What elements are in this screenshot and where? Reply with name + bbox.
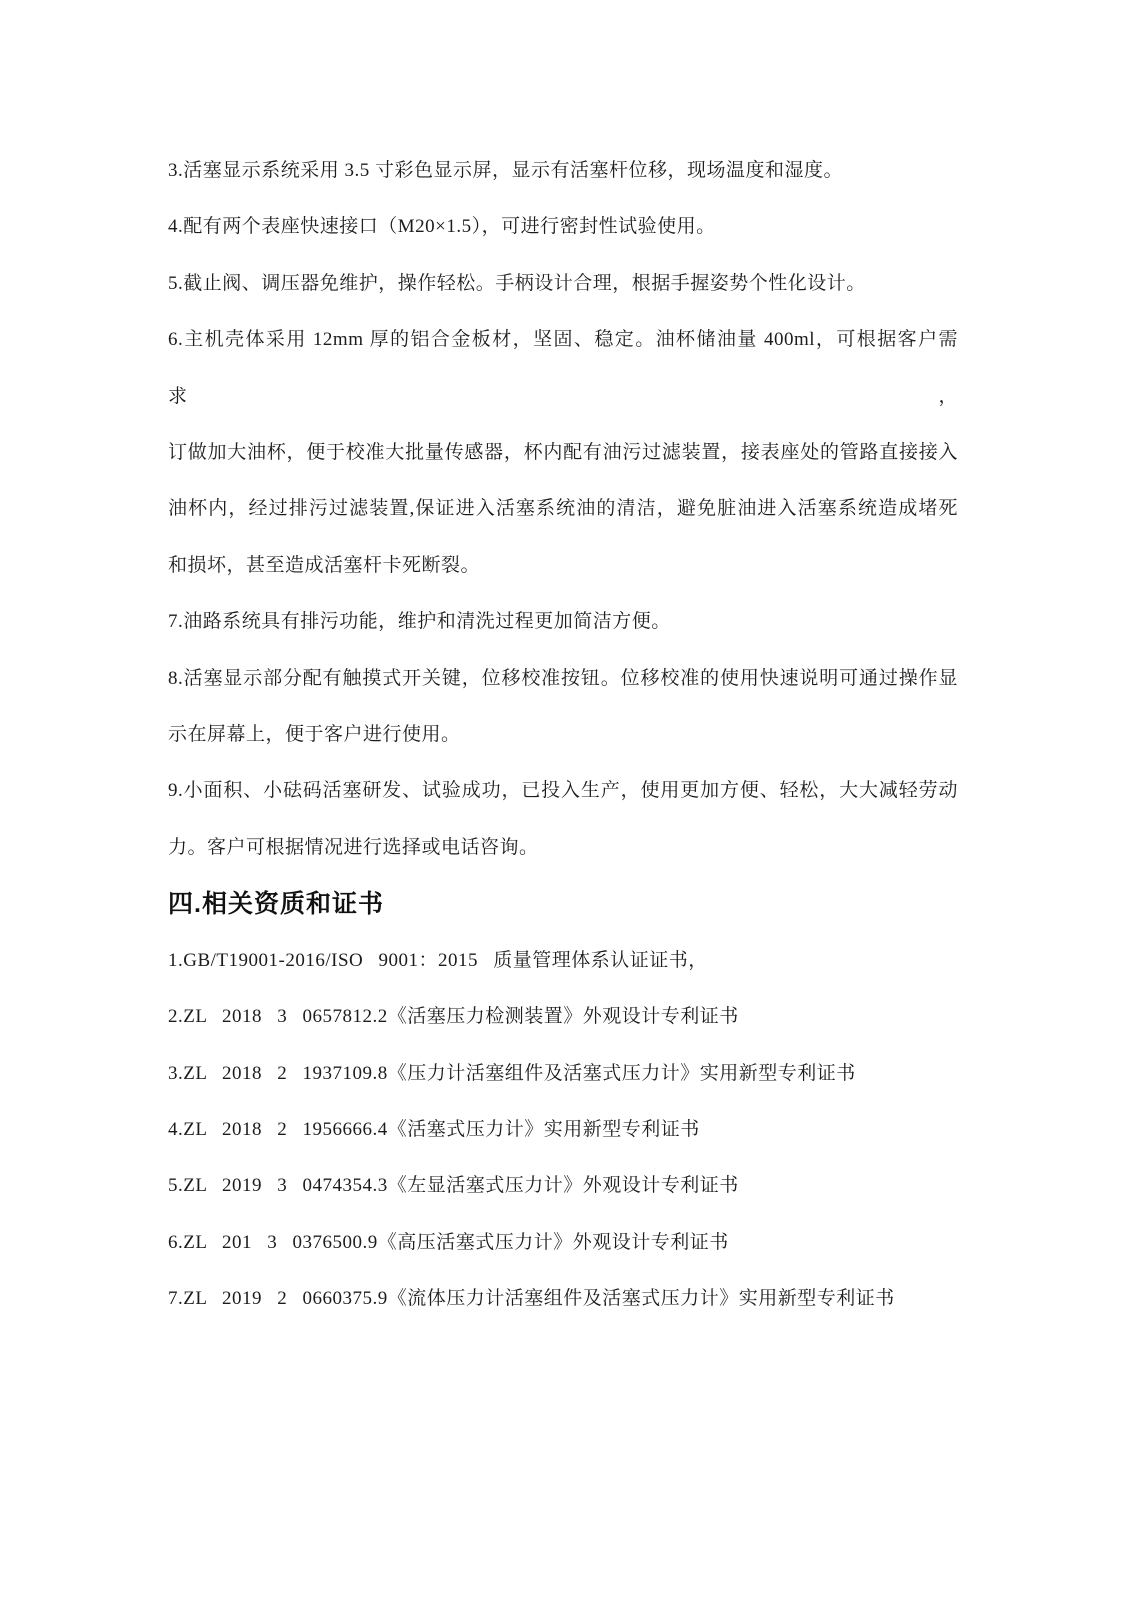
certificate-item: 1.GB/T19001-2016/ISO 9001：2015 质量管理体系认证证书， — [168, 949, 708, 971]
certificate-item: 3.ZL 2018 2 1937109.8《压力计活塞组件及活塞式压力计》实用新型专利证书 — [168, 1062, 856, 1084]
paragraph-line: 8.活塞显示部分配有触摸式开关键，位移校准按钮。位移校准的使用快速说明可通过操作显 — [168, 667, 958, 689]
document-body — [168, 143, 958, 1328]
certificate-item: 6.ZL 201 3 0376500.9《高压活塞式压力计》外观设计专利证书 — [168, 1231, 729, 1253]
section-heading: 四.相关资质和证书 — [168, 890, 384, 919]
paragraph-line: 力。客户可根据情况进行选择或电话咨询。 — [168, 836, 539, 858]
paragraph-line: 和损坏，甚至造成活塞杆卡死断裂。 — [168, 554, 481, 576]
paragraph-line: 油杯内，经过排污过滤装置,保证进入活塞系统油的清洁，避免脏油进入活塞系统造成堵死 — [168, 498, 958, 520]
certificate-item: 5.ZL 2019 3 0474354.3《左显活塞式压力计》外观设计专利证书 — [168, 1175, 739, 1197]
paragraph-line: 3.活塞显示系统采用 3.5 寸彩色显示屏，显示有活塞杆位移，现场温度和湿度。 — [168, 160, 844, 181]
certificate-item: 2.ZL 2018 3 0657812.2《活塞压力检测装置》外观设计专利证书 — [168, 1006, 739, 1028]
paragraph-line: 7.油路系统具有排污功能，维护和清洗过程更加简洁方便。 — [168, 611, 671, 633]
paragraph-line: 示在屏幕上，便于客户进行使用。 — [168, 724, 461, 746]
paragraph-line: 订做加大油杯，便于校准大批量传感器，杯内配有油污过滤装置，接表座处的管路直接接入 — [168, 442, 958, 464]
paragraph-line: 4.配有两个表座快速接口（M20×1.5），可进行密封性试验使用。 — [168, 216, 716, 238]
paragraph-line: 6.主机壳体采用 12mm 厚的铝合金板材，坚固、稳定。油杯储油量 400ml，可根据客户需求， — [168, 329, 958, 407]
paragraph-line: 5.截止阀、调压器免维护，操作轻松。手柄设计合理，根据手握姿势个性化设计。 — [168, 272, 866, 294]
certificate-item: 4.ZL 2018 2 1956666.4《活塞式压力计》实用新型专利证书 — [168, 1118, 700, 1140]
paragraph-line: 9.小面积、小砝码活塞研发、试验成功，已投入生产，使用更加方便、轻松，大大减轻劳动 — [168, 780, 958, 802]
certificate-item: 7.ZL 2019 2 0660375.9《流体压力计活塞组件及活塞式压力计》实用新型专利证书 — [168, 1288, 895, 1310]
